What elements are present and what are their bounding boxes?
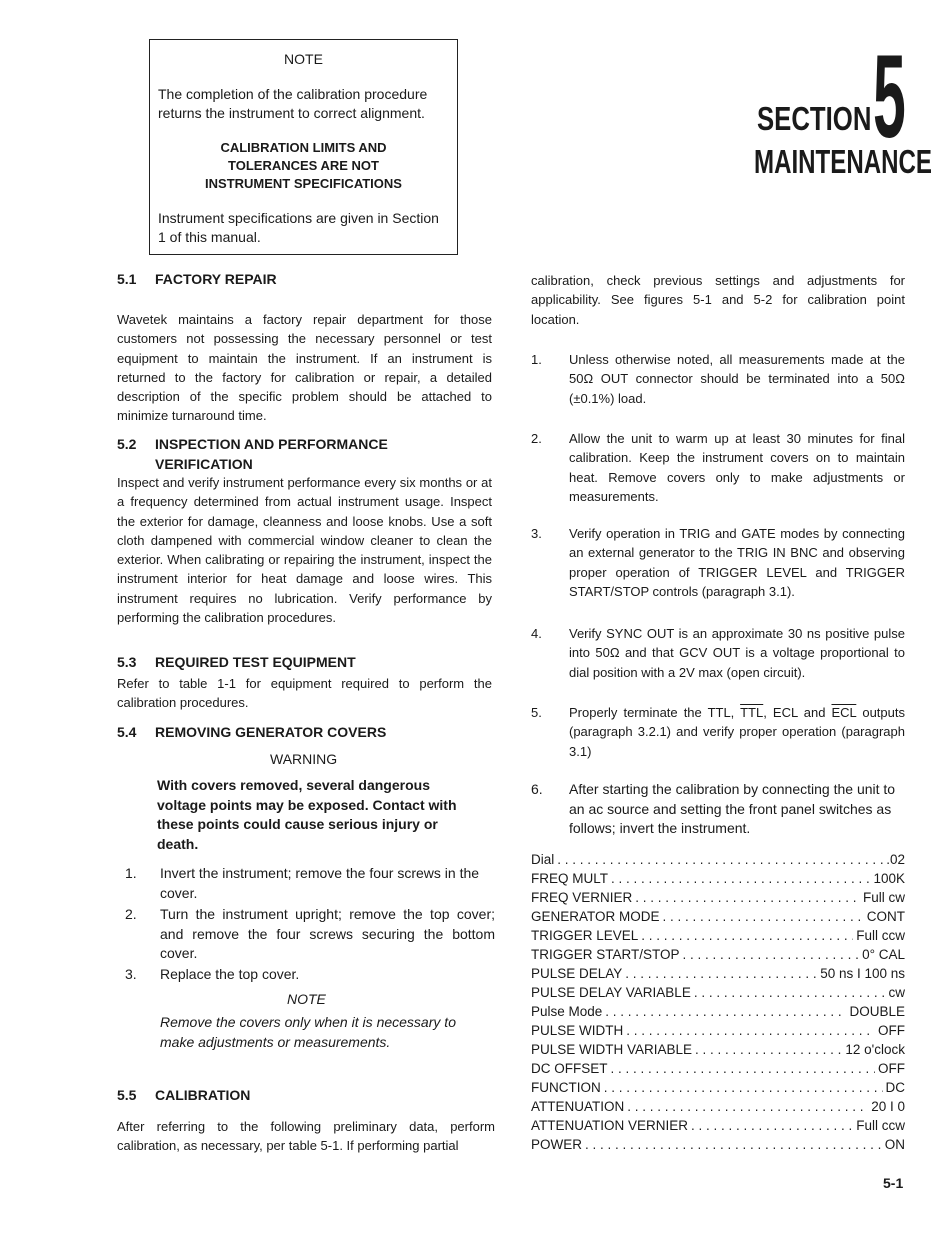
warning-text: With covers removed, several dangerous voltage points may be exposed. Contact with these points could cause serious injury or death. [157, 777, 457, 852]
heading-5-1: FACTORY REPAIR [155, 271, 277, 287]
warning-title: WARNING [270, 751, 338, 767]
heading-5-4: REMOVING GENERATOR COVERS [155, 724, 387, 740]
setting-value: OFF [878, 1023, 905, 1038]
setting-row [531, 985, 905, 1004]
setting-value: cw [888, 985, 905, 1000]
setting-label: FREQ VERNIER [531, 890, 633, 905]
setting-label: ATTENUATION VERNIER [531, 1118, 689, 1133]
leader-dots [663, 909, 864, 924]
setting-label: GENERATOR MODE [531, 909, 660, 924]
setting-row [531, 909, 905, 928]
leader-dots [635, 890, 860, 905]
calibration-continued-text: calibration, check previous settings and adjustments for applicability. See figures 5-1 and 5-2 for calibration point location. [531, 273, 905, 327]
step-2-number: 2. [125, 906, 137, 922]
setting-row [531, 1061, 905, 1080]
leader-dots [611, 871, 870, 886]
switch-settings-list [531, 852, 905, 1156]
setting-row [531, 1137, 905, 1156]
setting-label: PULSE DELAY [531, 966, 623, 981]
setting-value: 100K [873, 871, 905, 886]
factory-repair-text: Wavetek maintains a factory repair department for those customers not possessing the necessary personnel or test equipment to maintain the instrument. If an instrument is returned to the factory for calibration or repair, a detailed description of the specific problem should be attached to minimize turnaround time. [117, 312, 492, 424]
setting-value: Full ccw [856, 1118, 905, 1133]
setting-value: 12 o'clock [845, 1042, 905, 1057]
leader-dots [585, 1137, 882, 1152]
setting-row [531, 1023, 905, 1042]
setting-value: ON [884, 1137, 905, 1152]
item-1-text: Unless otherwise noted, all measurements made at the 50Ω OUT connector should be terminated into a 50Ω (±0.1%) load. [569, 352, 905, 406]
setting-value: 50 ns I 100 ns [820, 966, 905, 981]
section-number: 5 [873, 31, 906, 163]
heading-5-5-number: 5.5 [117, 1087, 137, 1103]
setting-value: OFF [878, 1061, 905, 1076]
page-number: 5-1 [883, 1175, 904, 1191]
setting-row [531, 928, 905, 947]
leader-dots [605, 1004, 846, 1019]
setting-value: CONT [866, 909, 905, 924]
item-5-mid: , ECL and [763, 705, 832, 720]
setting-label: DC OFFSET [531, 1061, 608, 1076]
note-2-title: NOTE [287, 991, 326, 1007]
note-bold-line-2: TOLERANCES ARE NOT [228, 158, 379, 173]
item-3-text: Verify operation in TRIG and GATE modes by connecting an external generator to the TRIG IN BNC and observing proper operation of TRIGGER LEVEL and TRIGGER START/STOP controls (paragraph 3.1). [569, 526, 905, 599]
leader-dots [641, 928, 853, 943]
setting-row [531, 966, 905, 985]
item-6-number: 6. [531, 781, 543, 797]
item-2-number: 2. [531, 431, 542, 446]
note-bold-line-3: INSTRUMENT SPECIFICATIONS [205, 176, 402, 191]
setting-row [531, 1004, 905, 1023]
heading-5-1-number: 5.1 [117, 271, 137, 287]
step-3-text: Replace the top cover. [160, 966, 300, 982]
setting-row [531, 890, 905, 909]
heading-5-3-number: 5.3 [117, 654, 137, 670]
note-spec-text: Instrument specifications are given in Section 1 of this manual. [158, 210, 439, 245]
step-3-number: 3. [125, 966, 137, 982]
inspection-text: Inspect and verify instrument performance every six months or at a frequency determined from actual instrument usage. Inspect the exterior for damage, cleanness and loose knobs. Use a soft cloth dampened with commercial window cleaner to clean the exterior. When calibrating or repairing the instrument, inspect the instrument interior for heat damage and loose wires. This instrument requires no lubrication. Verify performance by performing the calibration procedures. [117, 475, 492, 626]
leader-dots [691, 1118, 853, 1133]
leader-dots [557, 852, 883, 867]
heading-5-4-number: 5.4 [117, 724, 137, 740]
heading-5-3: REQUIRED TEST EQUIPMENT [155, 654, 356, 670]
setting-label: ATTENUATION [531, 1099, 625, 1114]
setting-value: DC [885, 1080, 905, 1095]
setting-label: PULSE WIDTH VARIABLE [531, 1042, 693, 1057]
leader-dots [683, 947, 860, 962]
item-4-text: Verify SYNC OUT is an approximate 30 ns positive pulse into 50Ω and that GCV OUT is a voltage proportional to dial position with a 2V max (open circuit). [569, 626, 905, 680]
test-equipment-text: Refer to table 1-1 for equipment required to perform the calibration procedures. [117, 676, 492, 711]
setting-value: Full ccw [856, 928, 905, 943]
item-4-number: 4. [531, 626, 542, 641]
setting-label: Pulse Mode [531, 1004, 603, 1019]
setting-label: TRIGGER START/STOP [531, 947, 680, 962]
step-1-number: 1. [125, 865, 137, 881]
step-2-text: Turn the instrument upright; remove the top cover; and remove the four screws securing the bottom cover. [160, 906, 495, 961]
note-title: NOTE [284, 51, 323, 67]
setting-value: 0° CAL [862, 947, 905, 962]
heading-5-2: INSPECTION AND PERFORMANCE [155, 436, 388, 452]
heading-5-2-cont: VERIFICATION [155, 456, 253, 472]
leader-dots [604, 1080, 883, 1095]
item-5-pre: Properly terminate the TTL, [569, 705, 741, 720]
setting-row [531, 1099, 905, 1118]
item-1-number: 1. [531, 352, 542, 367]
setting-label: FREQ MULT [531, 871, 608, 886]
setting-label: FUNCTION [531, 1080, 601, 1095]
setting-row [531, 1080, 905, 1099]
setting-row [531, 871, 905, 890]
setting-value: Full cw [862, 890, 905, 905]
heading-5-5: CALIBRATION [155, 1087, 251, 1103]
setting-label: Dial [531, 852, 555, 867]
setting-row [531, 1118, 905, 1137]
note-2-text: Remove the covers only when it is necessary to make adjustments or measurements. [160, 1014, 456, 1050]
leader-dots [627, 1099, 868, 1114]
setting-row [531, 1042, 905, 1061]
setting-row [531, 947, 905, 966]
note-box [149, 39, 458, 255]
setting-value: .02 [886, 852, 905, 867]
leader-dots [626, 1023, 875, 1038]
setting-value: DOUBLE [849, 1004, 905, 1019]
item-5-post: outputs (paragraph 3.2.1) and verify proper operation (paragraph 3.1) [569, 705, 905, 759]
setting-row [531, 852, 905, 871]
item-5-number: 5. [531, 705, 542, 720]
setting-value: 20 I 0 [871, 1099, 905, 1114]
item-3-number: 3. [531, 526, 542, 541]
calibration-text: After referring to the following preliminary data, perform calibration, as necessary, per table 5-1. If performing partial [117, 1119, 495, 1154]
item-2-text: Allow the unit to warm up at least 30 minutes for final calibration. Keep the instrument covers on to maintain heat. Remove covers only to make adjustments or measurements. [569, 431, 905, 504]
leader-dots [695, 1042, 842, 1057]
setting-label: TRIGGER LEVEL [531, 928, 639, 943]
item-6-text: After starting the calibration by connecting the unit to an ac source and setting the front panel switches as follows; invert the instrument. [569, 781, 896, 836]
leader-dots [611, 1061, 876, 1076]
item-5-text [569, 703, 905, 761]
ecl-bar-label: $\overline{ECL}$ [831, 705, 857, 720]
setting-label: PULSE DELAY VARIABLE [531, 985, 691, 1000]
note-bold-line-1: CALIBRATION LIMITS AND [220, 140, 387, 155]
ttl-bar-label: $\overline{TTL}$ [740, 705, 764, 720]
leader-dots [694, 985, 886, 1000]
setting-label: POWER [531, 1137, 583, 1152]
section-title: MAINTENANCE [754, 143, 932, 180]
step-1-text: Invert the instrument; remove the four screws in the cover. [160, 865, 480, 901]
note-text: The completion of the calibration procedure returns the instrument to correct alignment. [158, 86, 428, 121]
leader-dots [625, 966, 817, 981]
setting-label: PULSE WIDTH [531, 1023, 624, 1038]
heading-5-2-number: 5.2 [117, 436, 137, 452]
section-label: SECTION [757, 100, 872, 137]
